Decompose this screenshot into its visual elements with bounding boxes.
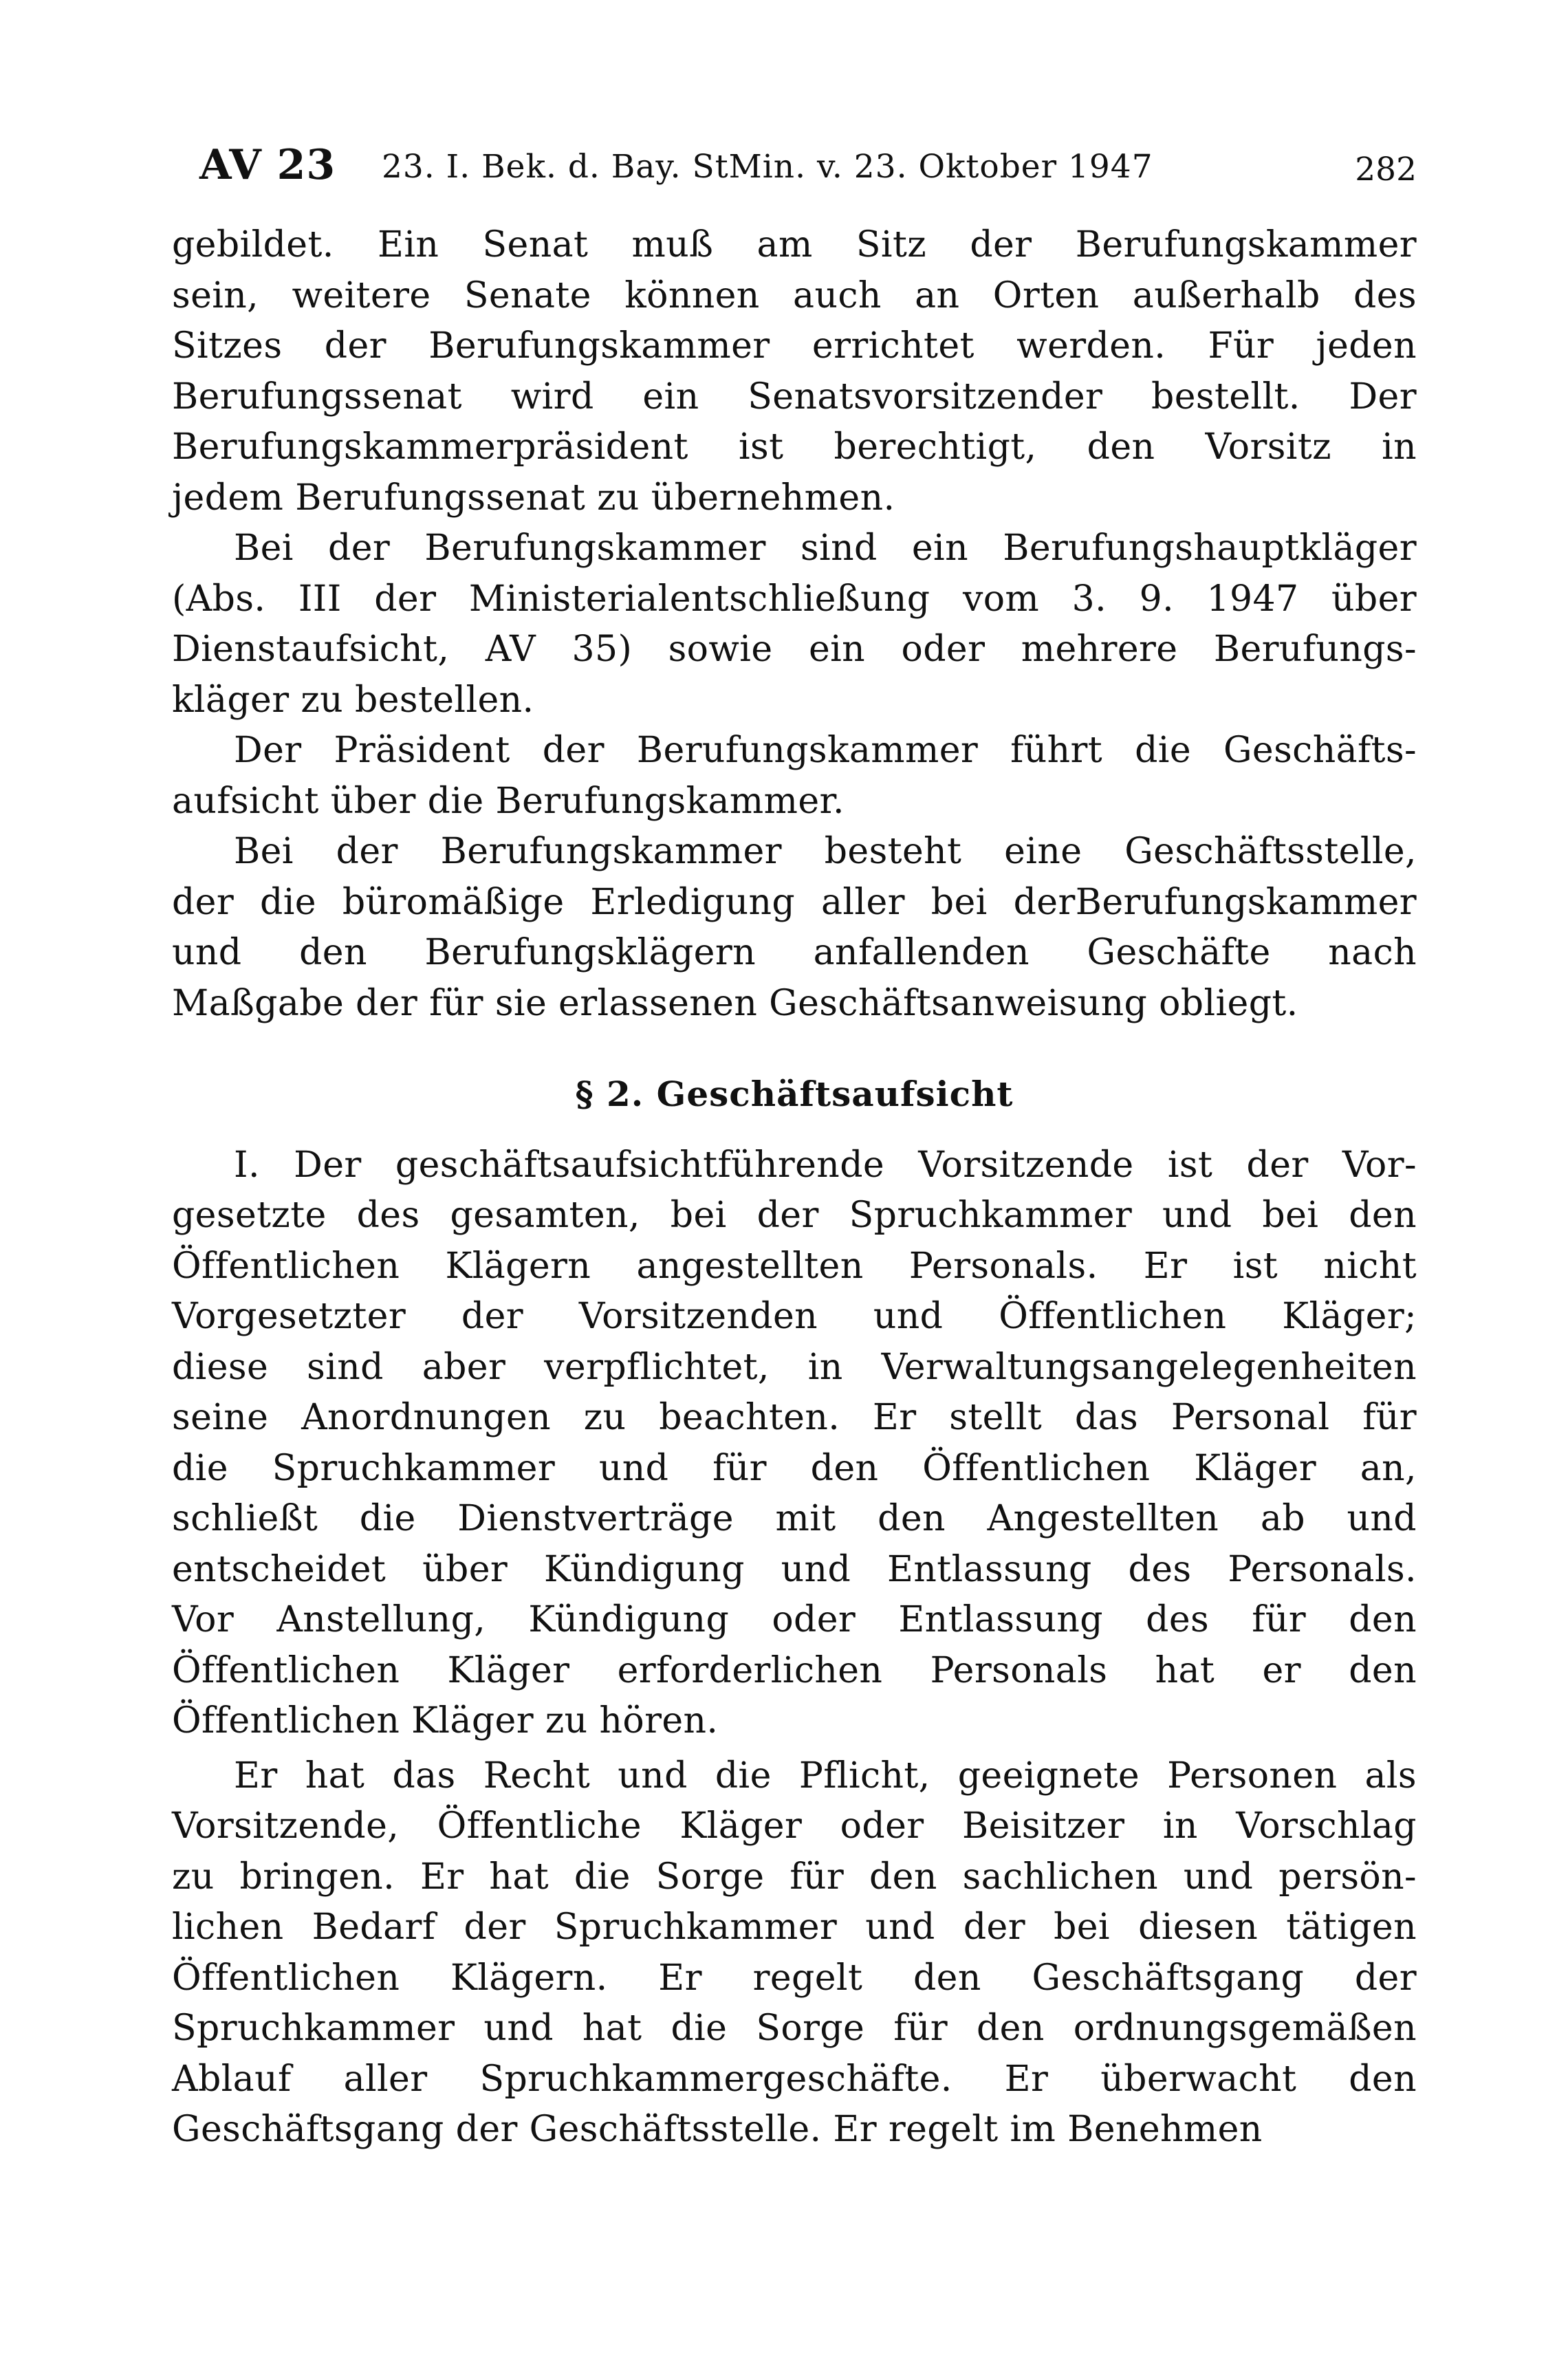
text-line: Er hat das Recht und die Pflicht, geeignete Personen als [234, 1755, 1417, 1797]
text-line: Maßgabe der für sie erlassenen Geschäftsanweisung obliegt. [172, 982, 1298, 1024]
text-line: jedem Berufungssenat zu übernehmen. [172, 477, 895, 519]
text-line: Dienstaufsicht, AV 35) sowie ein oder mehrere Berufungs- [172, 629, 1417, 670]
text-line: Ablauf aller Spruchkammergeschäfte. Er überwacht den [172, 2058, 1417, 2100]
paragraph-p4 [172, 827, 1417, 1029]
text-line: Bei der Berufungskammer sind ein Berufungshauptkläger [234, 528, 1417, 569]
body-text [172, 220, 1417, 2156]
text-line: Berufungskammerpräsident ist berechtigt, den Vorsitz in [172, 426, 1417, 468]
text-line: die Spruchkammer und für den Öffentlichen Kläger an, [172, 1447, 1417, 1489]
paragraph-p1 [172, 220, 1417, 523]
text-line: Öffentlichen Klägern angestellten Personals. Er ist nicht [172, 1245, 1417, 1287]
text-line: und den Berufungsklägern anfallenden Geschäfte nach [172, 932, 1417, 973]
running-header [199, 141, 1417, 203]
text-line: seine Anordnungen zu beachten. Er stellt das Personal für [172, 1397, 1417, 1438]
text-line: Geschäftsgang der Geschäftsstelle. Er regelt im Benehmen [172, 2109, 1263, 2150]
text-line: der die büromäßige Erledigung aller bei derBerufungskammer [172, 881, 1417, 923]
paragraph-s1 [172, 1140, 1417, 1747]
text-line: Öffentlichen Kläger erforderlichen Personals hat er den [172, 1649, 1417, 1691]
paragraph-s2 [172, 1751, 1417, 2156]
text-line: gebildet. Ein Senat muß am Sitz der Berufungskammer [172, 224, 1417, 265]
header-title: 23. I. Bek. d. Bay. StMin. v. 23. Oktober 1947 [382, 148, 1153, 186]
text-line: diese sind aber verpflichtet, in Verwaltungsangelegenheiten [172, 1346, 1417, 1388]
paragraph-p2 [172, 523, 1417, 726]
text-line: aufsicht über die Berufungskammer. [172, 780, 845, 822]
page-number: 282 [1355, 151, 1417, 188]
text-line: kläger zu bestellen. [172, 679, 534, 721]
text-line: Vorsitzende, Öffentliche Kläger oder Beisitzer in Vorschlag [172, 1805, 1417, 1847]
text-line: Der Präsident der Berufungskammer führt die Geschäfts- [234, 730, 1417, 771]
text-line: gesetzte des gesamten, bei der Spruchkammer und bei den [172, 1195, 1417, 1236]
text-line: Öffentlichen Kläger zu hören. [172, 1700, 719, 1741]
text-line: schließt die Dienstverträge mit den Angestellten ab und [172, 1498, 1417, 1539]
text-line: I. Der geschäftsaufsichtführende Vorsitzende ist der Vor- [234, 1144, 1417, 1186]
text-line: (Abs. III der Ministerialentschließung vom 3. 9. 1947 über [172, 578, 1417, 620]
paragraph-p3 [172, 726, 1417, 827]
text-line: Berufungssenat wird ein Senatsvorsitzender bestellt. Der [172, 376, 1417, 417]
text-line: Öffentlichen Klägern. Er regelt den Geschäftsgang der [172, 1957, 1417, 1999]
text-line: entscheidet über Kündigung und Entlassung des Personals. [172, 1548, 1417, 1590]
section-heading: § 2. Geschäftsaufsicht [575, 1074, 1014, 1114]
text-line: zu bringen. Er hat die Sorge für den sachlichen und persön- [172, 1856, 1417, 1898]
text-line: sein, weitere Senate können auch an Orten außerhalb des [172, 274, 1417, 316]
text-line: Vorgesetzter der Vorsitzenden und Öffentlichen Kläger; [172, 1296, 1417, 1337]
text-line: lichen Bedarf der Spruchkammer und der bei diesen tätigen [172, 1907, 1417, 1948]
text-line: Spruchkammer und hat die Sorge für den ordnungsgemäßen [172, 2008, 1417, 2049]
text-line: Sitzes der Berufungskammer errichtet werden. Für jeden [172, 325, 1417, 367]
header-code: AV 23 [199, 141, 336, 189]
text-line: Bei der Berufungskammer besteht eine Geschäftsstelle, [234, 831, 1417, 872]
text-line: Vor Anstellung, Kündigung oder Entlassung des für den [172, 1599, 1417, 1640]
